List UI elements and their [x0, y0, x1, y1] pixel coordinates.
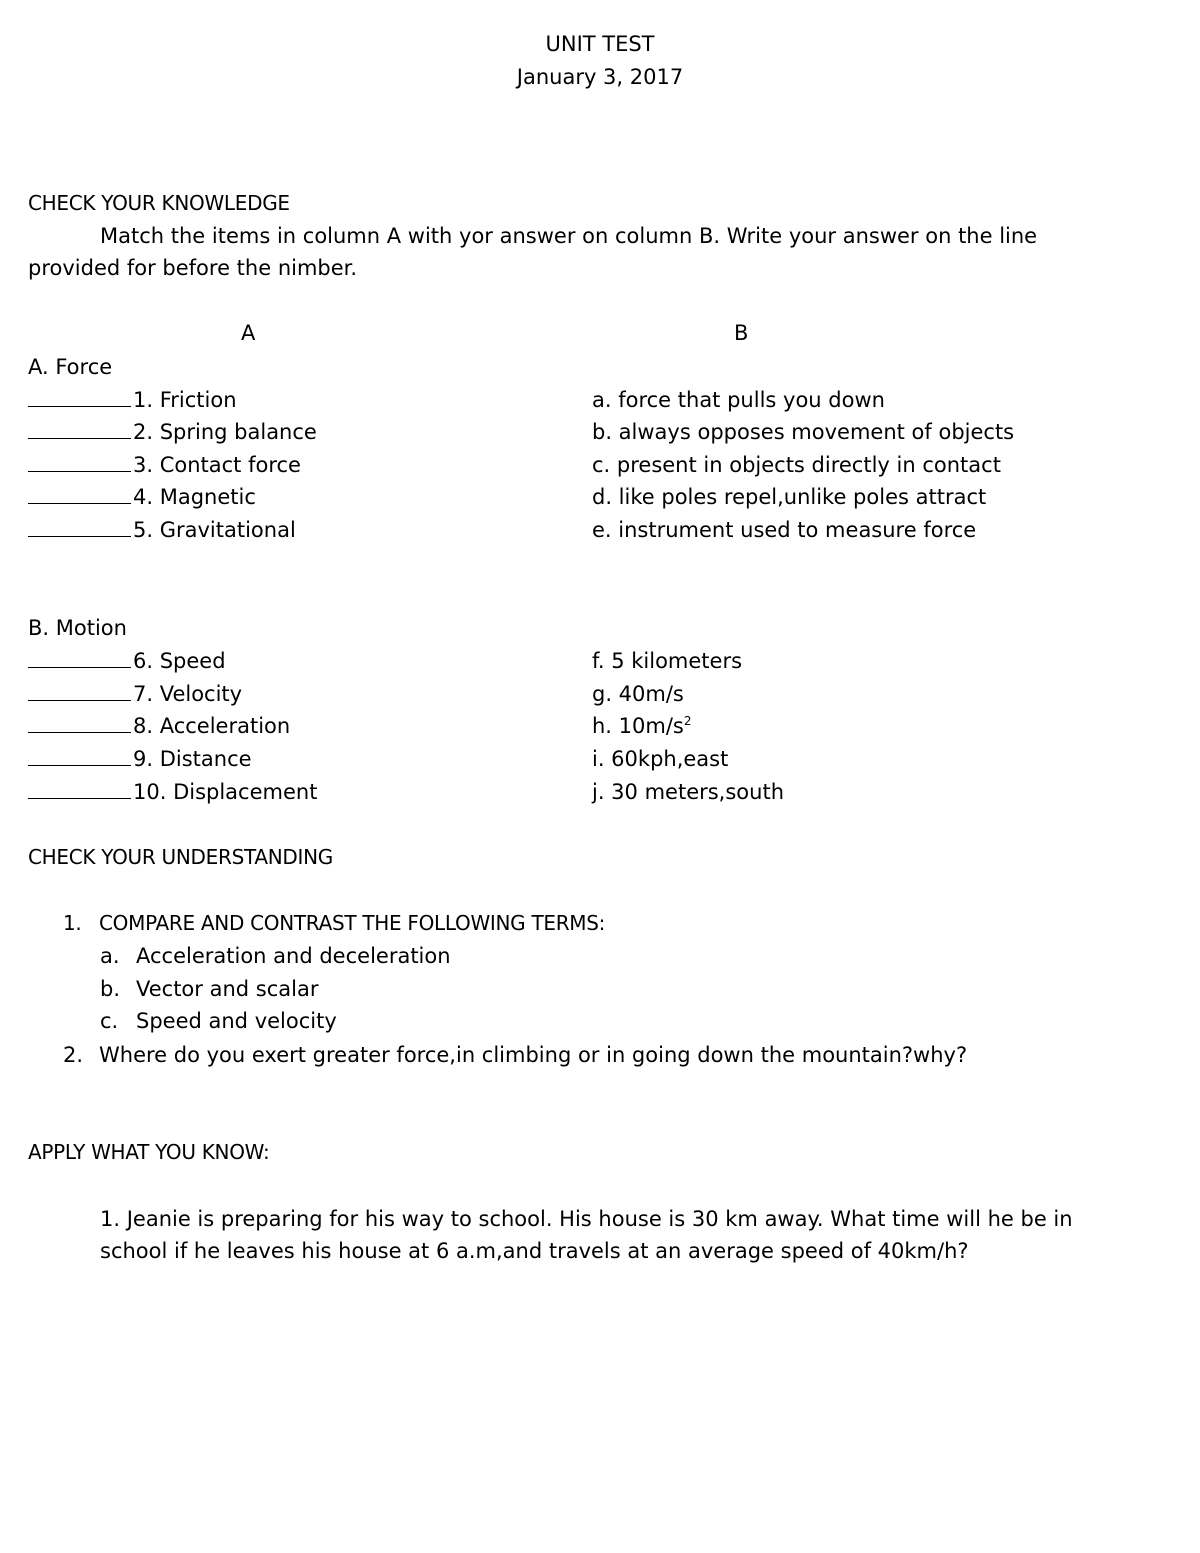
term-label: 6. Speed [133, 649, 226, 673]
term-label: 2. Spring balance [133, 420, 317, 444]
sub-item [100, 975, 318, 1003]
sub-text: Vector and scalar [136, 977, 319, 1001]
choice-label: g. 40m/s [592, 682, 684, 706]
page-title: UNIT TEST [545, 32, 655, 56]
motion-heading: B. Motion [28, 616, 127, 640]
answer-blank[interactable] [28, 647, 131, 668]
match-row [28, 745, 252, 773]
term-label: 10. Displacement [133, 780, 318, 804]
match-row [28, 647, 226, 675]
choice-label: e. instrument used to measure force [592, 518, 977, 542]
sub-item [100, 1007, 337, 1035]
answer-blank[interactable] [28, 386, 131, 407]
answer-blank[interactable] [28, 778, 131, 799]
match-row [28, 386, 237, 414]
sub-letter: a. [100, 944, 120, 968]
match-row [28, 451, 301, 479]
column-a-header: A [241, 321, 256, 345]
choice-label: b. always opposes movement of objects [592, 420, 1015, 444]
sub-letter: c. [100, 1009, 119, 1033]
force-heading: A. Force [28, 355, 113, 379]
choice-label: f. 5 kilometers [592, 649, 743, 673]
choice-label: j. 30 meters,south [592, 780, 785, 804]
section-heading-apply: APPLY WHAT YOU KNOW: [28, 1140, 270, 1164]
match-row [28, 778, 317, 806]
term-label: 8. Acceleration [133, 714, 291, 738]
match-row [28, 418, 317, 446]
section-heading-understanding: CHECK YOUR UNDERSTANDING [28, 845, 333, 869]
choice-label: d. like poles repel,unlike poles attract [592, 485, 987, 509]
term-label: 9. Distance [133, 747, 252, 771]
column-b-header: B [734, 321, 749, 345]
choice-label: c. present in objects directly in contact [592, 453, 1001, 477]
match-row [28, 483, 256, 511]
section-heading-knowledge: CHECK YOUR KNOWLEDGE [28, 191, 290, 215]
instruction-line-2: provided for before the nimber. [28, 256, 358, 280]
answer-blank[interactable] [28, 418, 131, 439]
apply-question-line-1: 1. Jeanie is preparing for his way to school. His house is 30 km away. What time will he be in [100, 1207, 1073, 1231]
answer-blank[interactable] [28, 483, 131, 504]
choice-label: a. force that pulls you down [592, 388, 885, 412]
answer-blank[interactable] [28, 451, 131, 472]
match-row [28, 712, 290, 740]
sub-item [100, 942, 451, 970]
answer-blank[interactable] [28, 745, 131, 766]
choice-label: i. 60kph,east [592, 747, 729, 771]
question-number: 1. [63, 911, 82, 935]
term-label: 1. Friction [133, 388, 237, 412]
match-row [28, 680, 242, 708]
question-text: Where do you exert greater force,in climbing or in going down the mountain?why? [99, 1043, 968, 1067]
question-2 [63, 1041, 967, 1069]
choice-text: h. 10m/s [592, 714, 684, 738]
term-label: 5. Gravitational [133, 518, 296, 542]
answer-blank[interactable] [28, 712, 131, 733]
question-text: COMPARE AND CONTRAST THE FOLLOWING TERMS: [99, 911, 606, 935]
apply-question-line-2: school if he leaves his house at 6 a.m,and travels at an average speed of 40km/h? [100, 1239, 969, 1263]
instruction-line-1: Match the items in column A with yor answer on column B. Write your answer on the line [100, 224, 1038, 248]
question-1 [63, 909, 605, 937]
match-row [28, 516, 296, 544]
answer-blank[interactable] [28, 680, 131, 701]
term-label: 7. Velocity [133, 682, 243, 706]
test-date: January 3, 2017 [516, 65, 684, 89]
term-label: 4. Magnetic [133, 485, 256, 509]
choice-label [592, 712, 692, 740]
answer-blank[interactable] [28, 516, 131, 537]
sub-text: Speed and velocity [136, 1009, 337, 1033]
superscript: 2 [683, 714, 692, 728]
sub-text: Acceleration and deceleration [136, 944, 451, 968]
question-number: 2. [63, 1043, 84, 1067]
sub-letter: b. [100, 977, 121, 1001]
term-label: 3. Contact force [133, 453, 301, 477]
